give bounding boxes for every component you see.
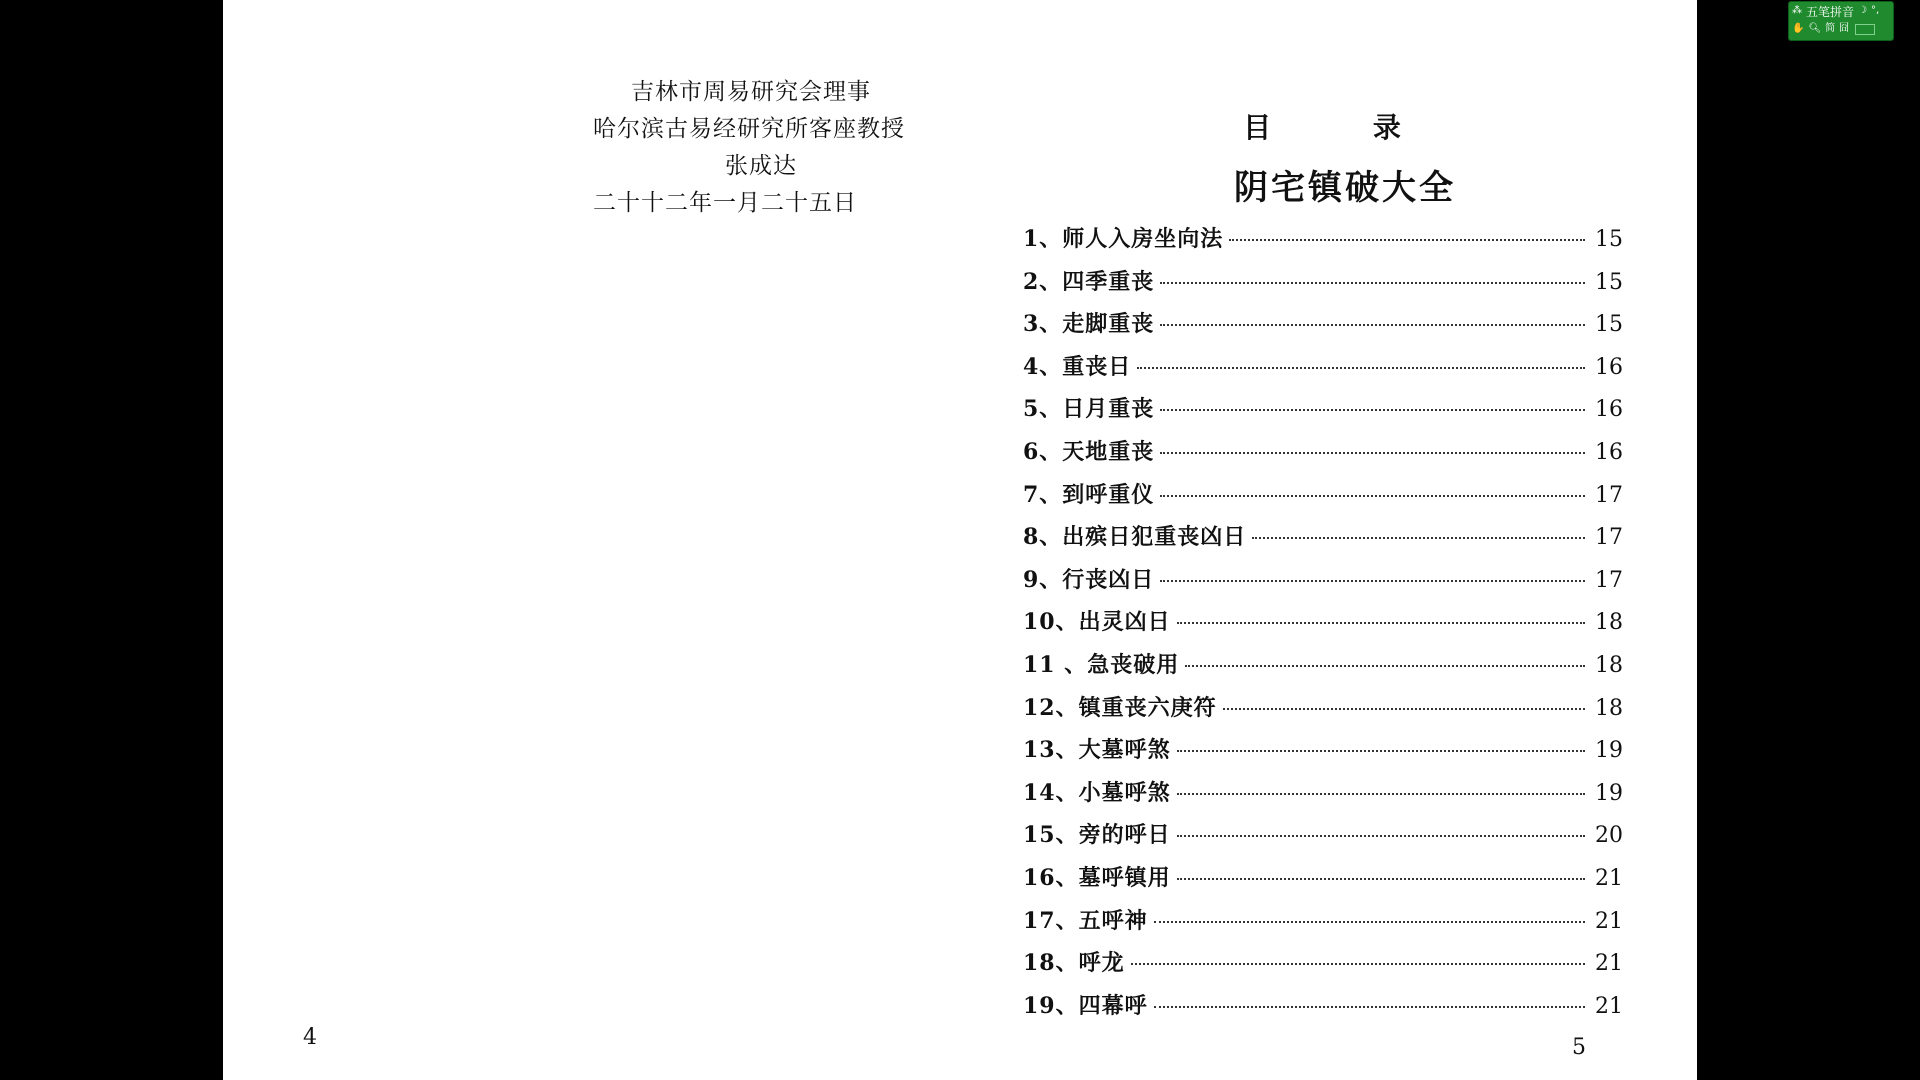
toc-entry-page: 17 <box>1595 525 1623 551</box>
toc-leader-dots <box>1160 282 1585 284</box>
toc-entry-label: 19、四幕呼 <box>1023 992 1148 1019</box>
ime-toolbar-row <box>1792 21 1875 37</box>
toc-leader-dots <box>1229 239 1585 241</box>
toc-entry-label: 17、五呼神 <box>1023 907 1148 934</box>
full-width-toggle[interactable]: 囧 <box>1839 23 1850 34</box>
toc-entry-page: 16 <box>1595 439 1623 465</box>
toc-entry-label: 11 、急丧破用 <box>1023 651 1180 678</box>
toc-entry-label: 9、行丧凶日 <box>1023 566 1155 593</box>
toc-entry <box>1023 350 1623 393</box>
simplified-chinese-toggle[interactable]: 简 <box>1825 23 1836 34</box>
toc-entry-label: 2、四季重丧 <box>1023 268 1155 295</box>
toc-entry-label: 7、到呼重仪 <box>1023 481 1155 508</box>
preface-line: 吉林市周易研究会理事 <box>631 79 871 105</box>
toc-entry <box>1023 605 1623 648</box>
toc-entry-label: 1、师人入房坐向法 <box>1023 226 1224 252</box>
toc-entry-label: 6、天地重丧 <box>1023 438 1155 465</box>
preface-line: 二十十二年一月二十五日 <box>593 190 857 216</box>
toc-entry-page: 17 <box>1595 482 1623 508</box>
toc-entry-page: 16 <box>1595 354 1623 380</box>
toc-entry-page: 21 <box>1595 908 1623 934</box>
toc-leader-dots <box>1154 1006 1585 1008</box>
toc-leader-dots <box>1131 963 1585 965</box>
preface-line: 张成达 <box>725 153 797 179</box>
ime-mode-label[interactable]: 五笔拼音 <box>1806 4 1855 19</box>
ime-toolbar-row <box>1792 3 1879 19</box>
toc-entry-page: 15 <box>1595 227 1623 252</box>
toc-entry-label: 15、旁的呼日 <box>1023 822 1171 849</box>
moon-icon[interactable]: ☽ <box>1858 5 1867 16</box>
toc-entry-page: 18 <box>1595 610 1623 636</box>
toc-entry <box>1023 648 1623 691</box>
toc-entry <box>1023 946 1623 989</box>
ime-toolbar[interactable] <box>1788 1 1894 41</box>
left-page <box>223 0 993 1080</box>
right-page <box>993 0 1697 1080</box>
toc-entry <box>1023 691 1623 734</box>
ime-logo-icon[interactable]: ⁂ <box>1792 5 1802 16</box>
toc-leader-dots <box>1137 367 1585 369</box>
toc-leader-dots <box>1177 793 1585 795</box>
hand-icon[interactable]: ✋ <box>1792 23 1805 34</box>
toc-entry-page: 16 <box>1595 397 1623 423</box>
toc-entry <box>1023 904 1623 947</box>
toc-heading: 目 录 <box>1243 111 1447 144</box>
toc-entry <box>1023 733 1623 776</box>
toc-entry <box>1023 563 1623 606</box>
toc-entry-label: 3、走脚重丧 <box>1023 311 1155 338</box>
toc-entry <box>1023 265 1623 308</box>
toc-entry <box>1023 818 1623 861</box>
search-icon[interactable]: 🔍︎ <box>1808 23 1822 34</box>
toc-leader-dots <box>1160 324 1585 326</box>
toc-leader-dots <box>1223 708 1585 710</box>
toc-leader-dots <box>1177 622 1585 624</box>
toc-entry <box>1023 392 1623 435</box>
scanned-page-spread[interactable] <box>223 0 1697 1080</box>
toc-entry-label: 14、小墓呼煞 <box>1023 779 1171 806</box>
toc-entry-page: 19 <box>1595 738 1623 764</box>
toc-entry-page: 17 <box>1595 567 1623 593</box>
toc-leader-dots <box>1160 495 1585 497</box>
page-number-right: 5 <box>1572 1035 1586 1060</box>
toc-entry-page: 18 <box>1595 695 1623 721</box>
toc-leader-dots <box>1177 878 1585 880</box>
toc-entry <box>1023 776 1623 819</box>
table-of-contents <box>1023 222 1623 1031</box>
preface-signature <box>593 74 993 222</box>
toc-entry <box>1023 861 1623 904</box>
toc-entry <box>1023 520 1623 563</box>
toc-entry-label: 18、呼龙 <box>1023 950 1125 977</box>
toc-entry-label: 16、墓呼镇用 <box>1023 864 1171 891</box>
toc-entry-label: 4、重丧日 <box>1023 353 1132 380</box>
toc-entry-page: 15 <box>1595 269 1623 295</box>
toc-entry-page: 21 <box>1595 951 1623 977</box>
toc-entry-page: 21 <box>1595 865 1623 891</box>
book-title: 阴宅镇破大全 <box>1234 168 1456 208</box>
toc-entry <box>1023 989 1623 1032</box>
toc-leader-dots <box>1177 835 1585 837</box>
toc-entry-label: 5、日月重丧 <box>1023 396 1155 423</box>
toc-entry-label: 10、出灵凶日 <box>1023 609 1171 636</box>
toc-leader-dots <box>1154 921 1585 923</box>
preface-line: 哈尔滨古易经研究所客座教授 <box>593 116 905 142</box>
toc-leader-dots <box>1160 580 1585 582</box>
toc-entry <box>1023 307 1623 350</box>
toc-leader-dots <box>1160 409 1585 411</box>
toc-leader-dots <box>1252 537 1585 539</box>
toc-entry-page: 19 <box>1595 780 1623 806</box>
toc-leader-dots <box>1185 665 1585 667</box>
punctuation-icon[interactable]: °, <box>1870 5 1880 16</box>
toc-entry-label: 13、大墓呼煞 <box>1023 737 1171 764</box>
toc-entry <box>1023 222 1623 265</box>
toc-entry-label: 12、镇重丧六庚符 <box>1023 694 1217 721</box>
toc-entry-label: 8、出殡日犯重丧凶日 <box>1023 524 1247 551</box>
toc-entry-page: 15 <box>1595 312 1623 338</box>
page-number-left: 4 <box>303 1025 317 1050</box>
toc-leader-dots <box>1160 452 1585 454</box>
toc-entry-page: 20 <box>1595 823 1623 849</box>
toc-entry <box>1023 478 1623 521</box>
toc-entry-page: 18 <box>1595 652 1623 678</box>
keyboard-grid-icon[interactable] <box>1855 24 1875 35</box>
toc-entry-page: 21 <box>1595 993 1623 1019</box>
toc-leader-dots <box>1177 750 1585 752</box>
toc-entry <box>1023 435 1623 478</box>
